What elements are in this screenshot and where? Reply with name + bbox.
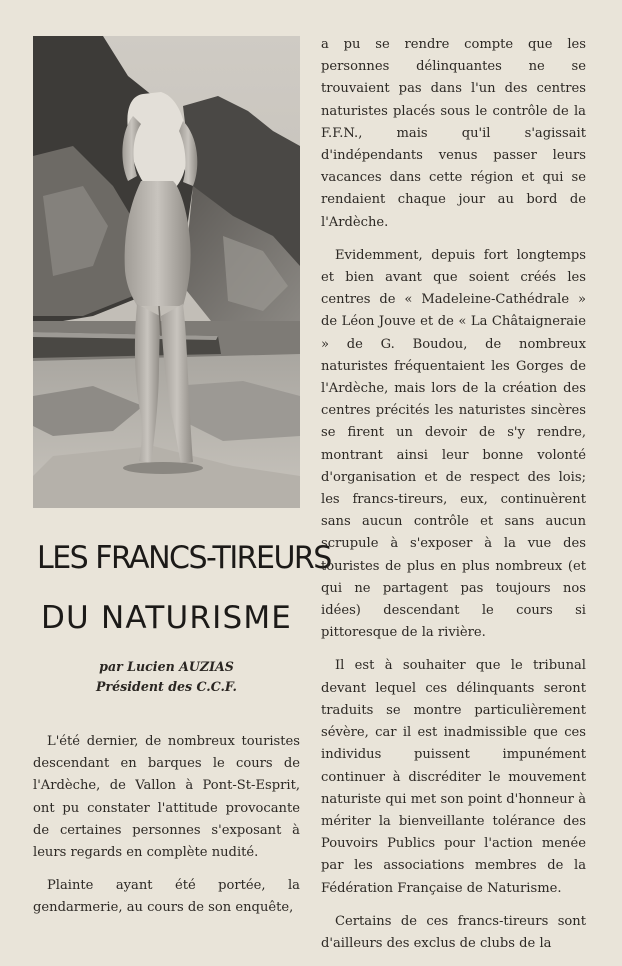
- photo-illustration: [33, 36, 300, 508]
- article-title-line-1: LES FRANCS-TIREURS: [37, 540, 331, 576]
- byline-role: Président des C.C.F.: [96, 679, 237, 694]
- left-text-column: [33, 731, 300, 931]
- paragraph: Il est à souhaiter que le tribunal devant lequel ces délinquants seront traduits se montre particulièrement sévère, car il est inadmissible que ces individus puissent impunément continuer à discréditer le mouvement naturiste qui met son point d'honneur à mériter la bienveillante tolérance des Pouvoirs Publics pour l'action menée par les associations membres de la Fédération Française de Naturisme.: [321, 658, 586, 896]
- paragraph: Certains de ces francs-tireurs sont d'ailleurs des exclus de clubs de la: [321, 913, 586, 951]
- paragraph: a pu se rendre compte que les personnes délinquantes ne se trouvaient pas dans l'un des centres naturistes placés sous le contrôle de la F.F.N., mais qu'il s'agissait d'indépendants venus passer leurs vacances dans cette région et qui se rendaient chaque jour au bord de l'Ardèche.: [321, 37, 586, 230]
- byline-author: par Lucien AUZIAS: [99, 659, 234, 674]
- paragraph: L'été dernier, de nombreux touristes descendant en barques le cours de l'Ardèche, de Vallon à Pont-St-Esprit, ont pu constater l'attitude provocante de certaines personnes s'exposant à leurs regards en complète nudité.: [33, 734, 300, 861]
- right-text-column: [321, 34, 586, 966]
- paragraph: Evidemment, depuis fort longtemps et bien avant que soient créés les centres de « Madeleine-Cathédrale » de Léon Jouve et de « La Châtaigneraie » de G. Boudou, de nombreux naturistes fréquentaient les Gorges de l'Ardèche, mais lors de la création des centres précités les naturistes sincères se firent un devoir de s'y rendre, montrant ainsi leur bonne volonté d'organisation et de respect des lois; les francs-tireurs, eux, continuèrent sans aucun contrôle et sans aucun scrupule à s'exposer à la vue des touristes de plus en plus nombreux (et qui ne partagent pas toujours nos idées) descendant le cours si pittoresque de la rivière.: [321, 247, 586, 641]
- byline: [33, 657, 300, 697]
- paragraph: Plainte ayant été portée, la gendarmerie, au cours de son enquête,: [33, 878, 300, 916]
- photo-bather-on-rocks: [33, 36, 300, 508]
- article-title-line-2: DU NATURISME: [40, 600, 293, 636]
